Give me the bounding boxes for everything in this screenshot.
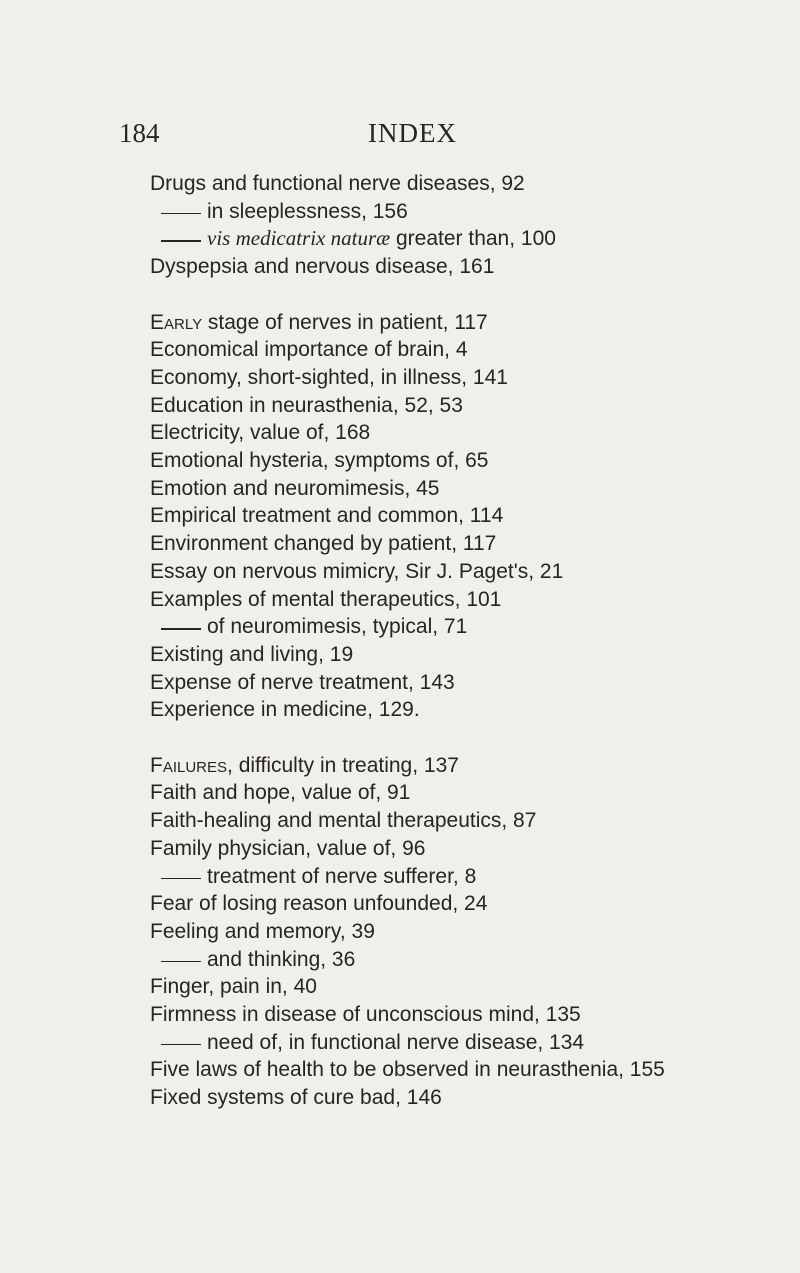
index-subentry bbox=[150, 946, 790, 974]
entry-text: need of, in functional nerve disease, 134 bbox=[207, 1030, 585, 1054]
entry-text: greater than, 100 bbox=[390, 227, 556, 251]
entry-text: Experience in medicine, 129. bbox=[150, 698, 420, 722]
index-subentry bbox=[150, 1029, 790, 1057]
index-entries bbox=[150, 170, 790, 1112]
index-entry bbox=[150, 336, 790, 364]
index-subentry bbox=[150, 613, 790, 641]
entry-text: stage of nerves in patient, 117 bbox=[202, 310, 488, 334]
index-entry bbox=[150, 1056, 790, 1084]
index-entry bbox=[150, 807, 790, 835]
entry-text: Emotional hysteria, symptoms of, 65 bbox=[150, 449, 489, 473]
entry-text: Fixed systems of cure bad, 146 bbox=[150, 1086, 442, 1110]
index-entry bbox=[150, 170, 790, 198]
entry-text: of neuromimesis, typical, 71 bbox=[207, 615, 468, 639]
entry-text: Feeling and memory, 39 bbox=[150, 919, 375, 943]
entry-text: Economy, short-sighted, in illness, 141 bbox=[150, 365, 508, 389]
index-entry bbox=[150, 973, 790, 1001]
entry-italic-phrase: vis medicatrix naturæ bbox=[207, 226, 391, 251]
index-entry bbox=[150, 530, 790, 558]
entry-text: Examples of mental therapeutics, 101 bbox=[150, 587, 502, 611]
index-entry bbox=[150, 586, 790, 614]
index-entry bbox=[150, 253, 790, 281]
entry-text: Economical importance of brain, 4 bbox=[150, 338, 468, 362]
index-entry bbox=[150, 779, 790, 807]
index-entry bbox=[150, 835, 790, 863]
entry-lead-word: Early bbox=[150, 310, 203, 334]
entry-text: Finger, pain in, 40 bbox=[150, 975, 317, 999]
entry-text: Essay on nervous mimicry, Sir J. Paget's, 21 bbox=[150, 559, 564, 583]
entry-text: Five laws of health to be observed in neurasthenia, 155 bbox=[150, 1058, 665, 1082]
entry-text: Expense of nerve treatment, 143 bbox=[150, 670, 455, 694]
index-subentry bbox=[150, 225, 790, 253]
entry-text: Drugs and functional nerve diseases, 92 bbox=[150, 172, 525, 195]
index-entry bbox=[150, 419, 790, 447]
entry-text: Dyspepsia and nervous disease, 161 bbox=[150, 255, 495, 279]
entry-text: Electricity, value of, 168 bbox=[150, 421, 371, 445]
index-subentry bbox=[150, 863, 790, 891]
index-entry bbox=[150, 669, 790, 697]
section-gap bbox=[150, 724, 790, 752]
index-entry bbox=[150, 558, 790, 586]
entry-text: Fear of losing reason unfounded, 24 bbox=[150, 892, 488, 916]
page-number: 184 bbox=[119, 118, 160, 148]
index-entry bbox=[150, 696, 790, 724]
index-entry bbox=[150, 890, 790, 918]
index-entry bbox=[150, 392, 790, 420]
entry-text: and thinking, 36 bbox=[207, 947, 356, 971]
entry-text: Family physician, value of, 96 bbox=[150, 836, 426, 860]
index-entry bbox=[150, 1084, 790, 1112]
entry-text: Empirical treatment and common, 114 bbox=[150, 504, 504, 528]
index-entry bbox=[150, 364, 790, 392]
index-entry bbox=[150, 918, 790, 946]
index-entry bbox=[150, 309, 790, 337]
index-entry bbox=[150, 752, 790, 780]
entry-text: Education in neurasthenia, 52, 53 bbox=[150, 393, 463, 417]
entry-text: Emotion and neuromimesis, 45 bbox=[150, 476, 440, 500]
entry-lead-word: Failures bbox=[150, 753, 228, 777]
entry-text: Firmness in disease of unconscious mind, 135 bbox=[150, 1003, 581, 1027]
index-entry bbox=[150, 447, 790, 475]
entry-text: Faith-healing and mental therapeutics, 87 bbox=[150, 809, 537, 833]
entry-text: in sleeplessness, 156 bbox=[207, 199, 408, 223]
entry-text: treatment of nerve sufferer, 8 bbox=[207, 864, 477, 888]
index-entry bbox=[150, 502, 790, 530]
page-header bbox=[0, 112, 800, 152]
entry-text: , difficulty in treating, 137 bbox=[227, 753, 459, 777]
index-subentry bbox=[150, 198, 790, 226]
entry-text: Environment changed by patient, 117 bbox=[150, 532, 497, 556]
index-entry bbox=[150, 641, 790, 669]
index-entry bbox=[150, 475, 790, 503]
index-entry bbox=[150, 1001, 790, 1029]
entry-text: Existing and living, 19 bbox=[150, 642, 354, 666]
entry-text: Faith and hope, value of, 91 bbox=[150, 781, 411, 805]
section-gap bbox=[150, 281, 790, 309]
running-title: INDEX bbox=[368, 118, 457, 148]
